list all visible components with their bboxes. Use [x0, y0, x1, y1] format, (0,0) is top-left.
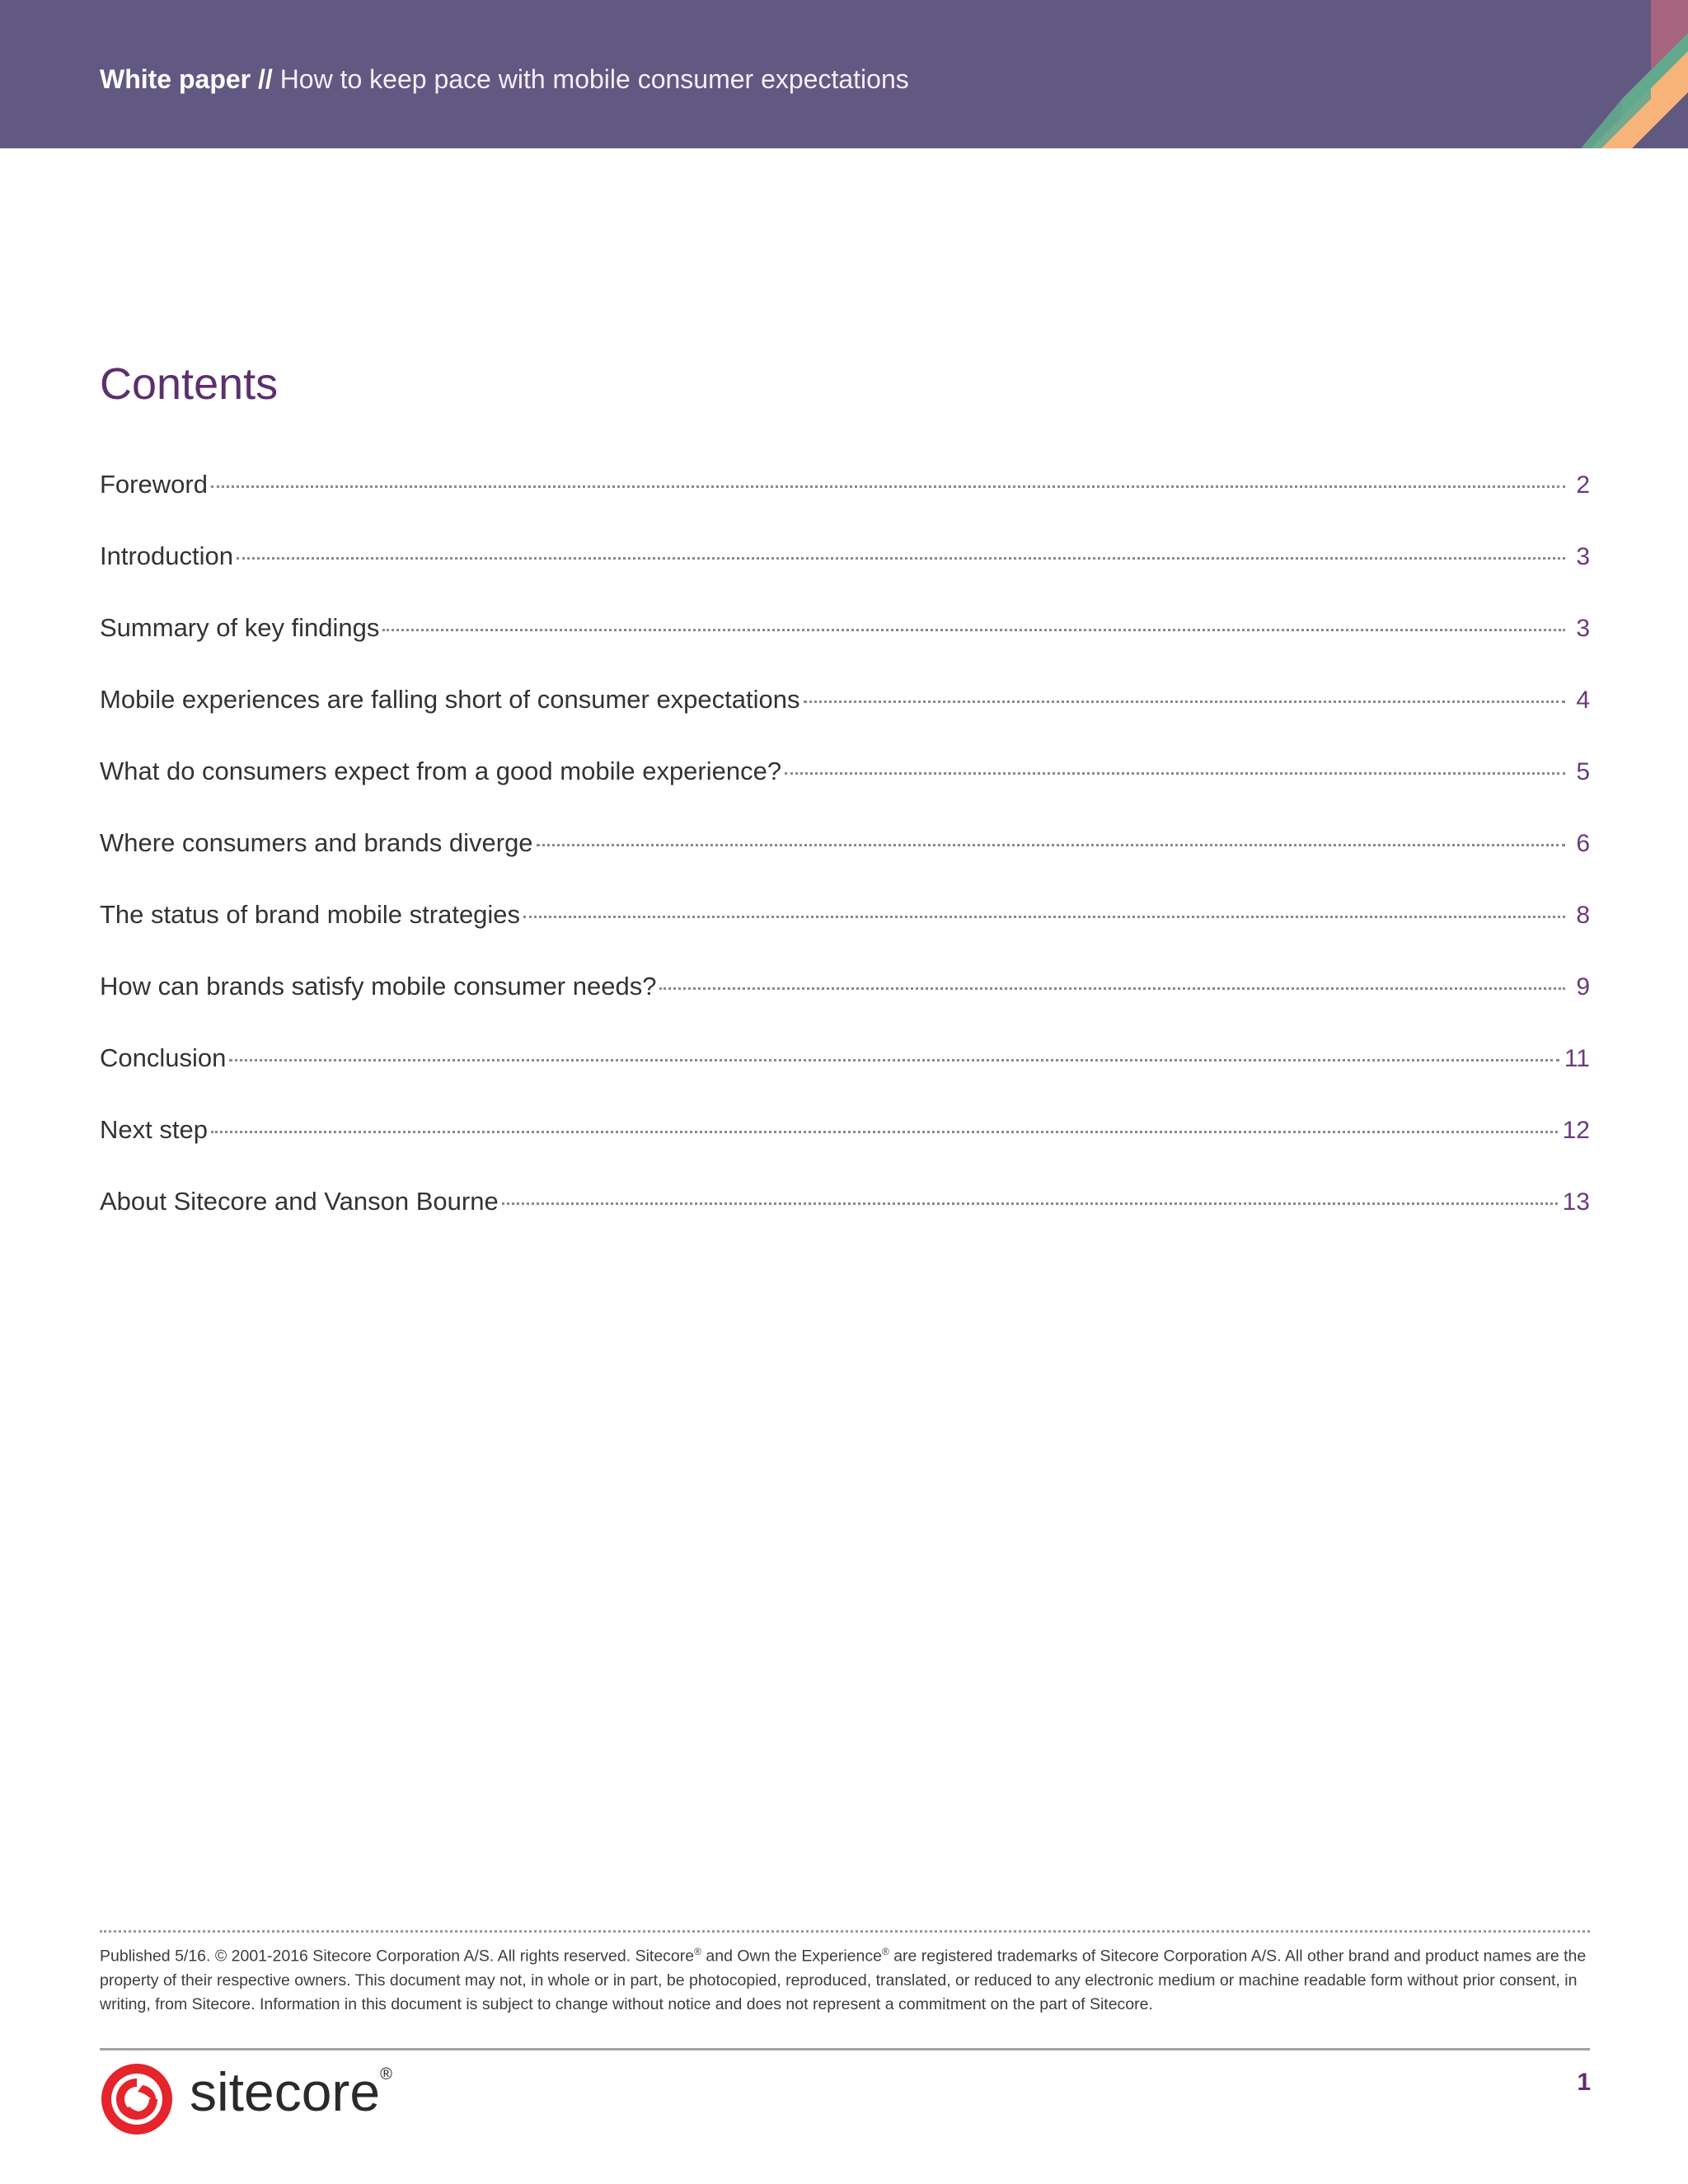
toc-entry-title: The status of brand mobile strategies: [100, 900, 521, 929]
toc-leader-dots: [537, 844, 1565, 846]
legal-text-part1: Published 5/16. © 2001-2016 Sitecore Corporation A/S. All rights reserved. Sitecore: [100, 1947, 695, 1966]
toc-entry-title: Introduction: [100, 541, 233, 570]
toc-leader-dots: [659, 987, 1565, 990]
toc-entry[interactable]: [100, 613, 1590, 685]
page-header: [0, 0, 1688, 148]
contents-heading: Contents: [100, 359, 279, 409]
sitecore-wordmark: [190, 2060, 392, 2123]
table-of-contents: [100, 470, 1590, 1258]
toc-leader-dots: [229, 1059, 1559, 1062]
toc-entry-title: Next step: [100, 1115, 208, 1144]
sitecore-logo-icon: [100, 2062, 174, 2136]
toc-entry-title: Mobile experiences are falling short of consumer expectations: [100, 685, 800, 714]
toc-entry-title: Foreword: [100, 470, 208, 499]
toc-entry-title: Summary of key findings: [100, 613, 380, 642]
registered-mark: ®: [881, 1946, 889, 1957]
footer-divider: [100, 2048, 1590, 2050]
toc-leader-dots: [382, 629, 1565, 631]
toc-entry-title: What do consumers expect from a good mobile experience?: [100, 757, 782, 785]
toc-leader-dots: [502, 1202, 1558, 1205]
toc-entry-page: 8: [1576, 902, 1590, 929]
toc-entry-page: 6: [1576, 830, 1590, 857]
header-doc-title: How to keep pace with mobile consumer expectations: [279, 64, 909, 94]
toc-entry[interactable]: [100, 685, 1590, 757]
toc-entry-page: 2: [1576, 471, 1590, 499]
toc-entry-title: Where consumers and brands diverge: [100, 828, 533, 857]
toc-entry-title: About Sitecore and Vanson Bourne: [100, 1187, 499, 1216]
toc-entry[interactable]: [100, 900, 1590, 972]
toc-entry[interactable]: [100, 972, 1590, 1043]
legal-text-part2: and Own the Experience: [701, 1947, 882, 1966]
toc-entry-page: 3: [1576, 543, 1590, 570]
toc-entry[interactable]: [100, 470, 1590, 541]
registered-mark: ®: [694, 1946, 701, 1957]
toc-entry[interactable]: [100, 1187, 1590, 1258]
toc-entry-page: 3: [1576, 615, 1590, 642]
toc-entry[interactable]: [100, 757, 1590, 828]
toc-leader-dots: [211, 485, 1565, 488]
toc-entry[interactable]: [100, 541, 1590, 613]
wordmark-registered-mark: ®: [380, 2065, 392, 2083]
toc-leader-dots: [237, 557, 1565, 560]
footer-dotted-divider: [100, 1930, 1590, 1933]
toc-entry-page: 12: [1562, 1117, 1590, 1144]
header-title: [100, 64, 909, 95]
toc-entry-page: 4: [1576, 687, 1590, 714]
sitecore-wordmark-text: sitecore: [190, 2061, 381, 2122]
toc-entry-page: 9: [1576, 973, 1590, 1001]
page-number: 1: [1577, 2069, 1591, 2096]
toc-leader-dots: [523, 916, 1565, 918]
toc-entry-page: 5: [1576, 758, 1590, 785]
toc-entry[interactable]: [100, 1115, 1590, 1187]
toc-entry-title: How can brands satisfy mobile consumer needs?: [100, 972, 657, 1001]
toc-entry-page: 11: [1564, 1045, 1590, 1072]
toc-entry-title: Conclusion: [100, 1043, 227, 1072]
toc-leader-dots: [785, 772, 1565, 775]
legal-notice: [100, 1940, 1590, 2017]
corner-accent-graphic: [1540, 0, 1688, 148]
header-doc-type: White paper //: [100, 64, 273, 94]
toc-entry[interactable]: [100, 828, 1590, 900]
toc-leader-dots: [804, 701, 1565, 703]
toc-leader-dots: [211, 1131, 1558, 1133]
toc-entry[interactable]: [100, 1043, 1590, 1115]
legal-text-part3: are registered trademarks of Sitecore Corporation A/S. All other brand and product names are the property of their respective owners. This document may not, in whole or in part, be photocopied, reproduced, translated, or reduced to any electronic medium or machine readable form without prior consent, in writing, from Sitecore. Information in this document is subject to change without notice and does not represent a commitment on the part of Sitecore.: [100, 1947, 1587, 2013]
toc-entry-page: 13: [1562, 1188, 1590, 1216]
